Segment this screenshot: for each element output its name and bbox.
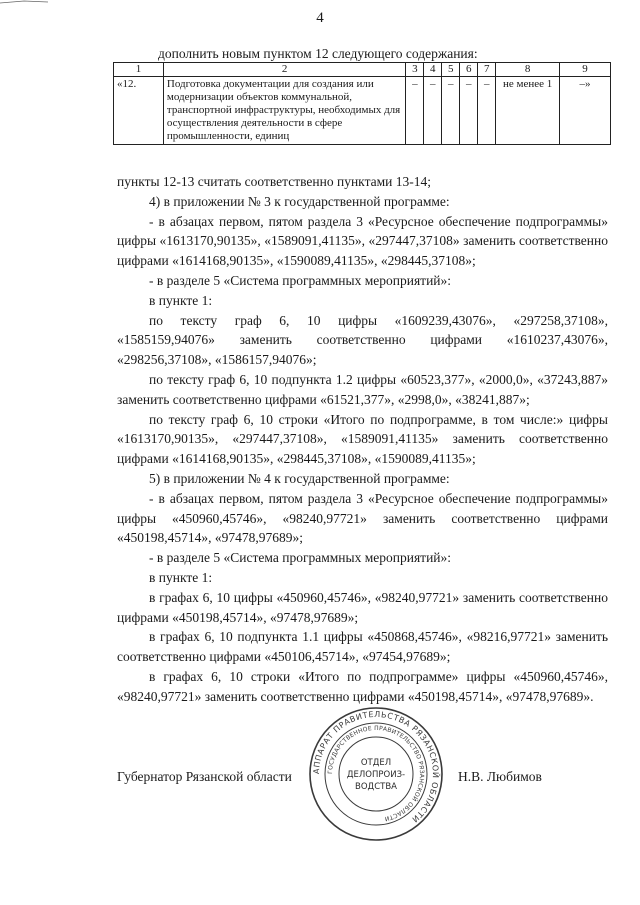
cell-col9: –» [560, 77, 611, 145]
page-number: 4 [316, 10, 324, 26]
scan-mark [0, 0, 60, 10]
paragraph: - в разделе 5 «Система программных мероприятий»: [149, 550, 452, 566]
header-cell: 7 [478, 63, 496, 77]
paragraph: 4) в приложении № 3 к государственной программе: [149, 193, 450, 209]
seal-center-line: ОТДЕЛ [360, 758, 392, 768]
cell-col4: – [424, 77, 442, 145]
paragraph: в графах 6, 10 подпункта 1.1 цифры «450868,45746», «98216,97721» заменить соответственно цифрами «450106,45714», «97454,97689»; [117, 629, 608, 665]
seal-center-line: ВОДСТВА [355, 782, 397, 792]
header-cell: 5 [442, 63, 460, 77]
cell-col8: не менее 1 [496, 77, 560, 145]
cell-col3: – [406, 77, 424, 145]
row-name: Подготовка документации для создания или модернизации объектов коммунальной, транспортной инфраструктуры, необходимых для осуществления деятельности в сфере промышленности, единиц [163, 77, 405, 145]
seal-center-line: ДЕЛОПРОИЗ- [346, 770, 406, 780]
paragraph: по тексту граф 6, 10 подпункта 1.2 цифры «60523,377», «2000,0», «37243,887» заменить соответственно цифрами «61521,377», «2998,0», «38241,887»; [117, 371, 608, 407]
paragraph: - в абзацах первом, пятом раздела 3 «Ресурсное обеспечение подпрограммы» цифры «1613170,90135», «1589091,41135», «297447,37108» заменить соответственно цифрами «1614168,90135», «1590089,41135», «298445,37108»; [117, 213, 608, 269]
header-cell: 4 [424, 63, 442, 77]
header-cell: 3 [406, 63, 424, 77]
header-cell: 6 [460, 63, 478, 77]
paragraph: по тексту граф 6, 10 строки «Итого по подпрограмме, в том числе:» цифры «1613170,90135», «297447,37108», «1589091,41135» заменить соответственно цифрами «1614168,90135», «298445,37108», «1590089,41135»; [117, 411, 608, 467]
cell-col7: – [478, 77, 496, 145]
paragraph: по тексту граф 6, 10 цифры «1609239,43076», «297258,37108», «1585159,94076» заменить соответственно цифрами «1610237,43076», «298256,37108», «1586157,94076»; [117, 312, 608, 368]
signature-name: Н.В. Любимов [458, 769, 542, 784]
row-number: «12. [114, 77, 164, 145]
cell-col6: – [460, 77, 478, 145]
table-header-row [114, 63, 611, 77]
table-row [114, 77, 611, 145]
official-seal-stamp [307, 705, 445, 843]
body-text [117, 172, 608, 707]
program-table [113, 62, 611, 145]
seal-outer-text: АППАРАТ ПРАВИТЕЛЬСТВА РЯЗАНСКОЙ ОБЛАСТИ [311, 709, 441, 825]
paragraph: в пункте 1: [149, 569, 213, 585]
cell-col5: – [442, 77, 460, 145]
header-cell: 1 [114, 63, 164, 77]
seal-ring-text: ГОСУДАРСТВЕННОЕ ПРАВИТЕЛЬСТВО РЯЗАНСКОЙ ОБЛАСТИ [326, 724, 426, 823]
signature-title: Губернатор Рязанской области [117, 769, 292, 784]
paragraph: в пункте 1: [149, 292, 213, 308]
paragraph: в графах 6, 10 цифры «450960,45746», «98240,97721» заменить соответственно цифрами «450198,45714», «97478,97689»; [117, 589, 608, 625]
paragraph: - в разделе 5 «Система программных мероприятий»: [149, 272, 452, 288]
paragraph: - в абзацах первом, пятом раздела 3 «Ресурсное обеспечение подпрограммы» цифры «450960,45746», «98240,97721» заменить соответственно цифрами «450198,45714», «97478,97689»; [117, 490, 608, 546]
header-cell: 9 [560, 63, 611, 77]
paragraph: пункты 12-13 считать соответственно пунктами 13-14; [117, 174, 432, 189]
header-cell: 2 [163, 63, 405, 77]
header-cell: 8 [496, 63, 560, 77]
intro-line: дополнить новым пунктом 12 следующего содержания: [158, 46, 478, 61]
paragraph: 5) в приложении № 4 к государственной программе: [149, 470, 450, 486]
paragraph: в графах 6, 10 строки «Итого по подпрограмме» цифры «450960,45746», «98240,97721» заменить соответственно цифрами «450198,45714», «97478,97689». [117, 668, 608, 704]
